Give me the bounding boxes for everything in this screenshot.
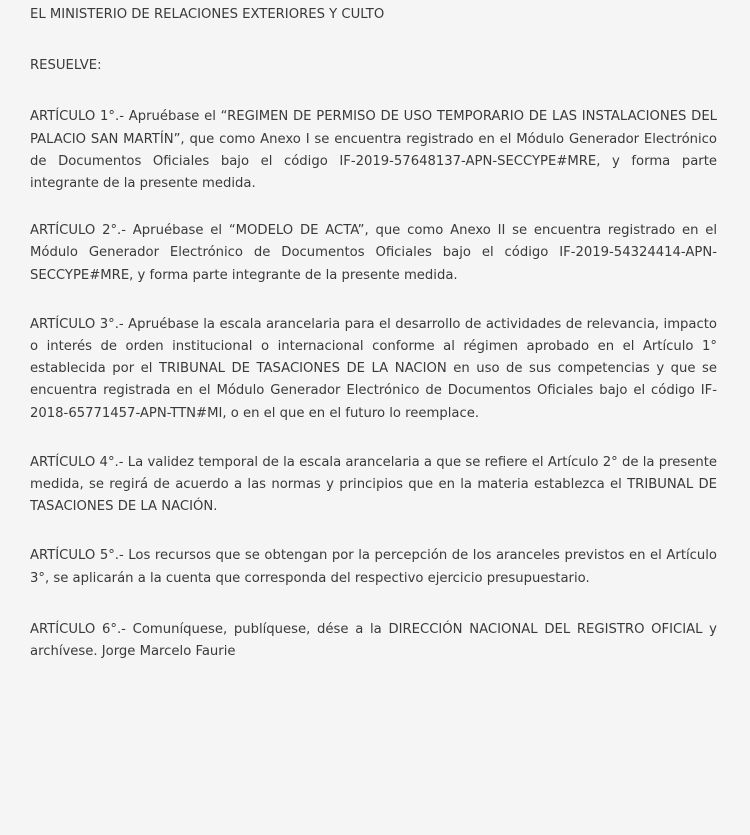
article-2: ARTÍCULO 2°.- Apruébase el “MODELO DE ACTA”, que como Anexo II se encuentra registrado en el Módulo Generador Electrónico de Documentos Oficiales bajo el código IF-2019-54324414-APN-SECCYPE#MRE, y forma parte integrante de la presente medida.: [30, 223, 717, 283]
issuing-authority-heading: EL MINISTERIO DE RELACIONES EXTERIORES Y CULTO: [30, 7, 385, 22]
article-3: ARTÍCULO 3°.- Apruébase la escala arancelaria para el desarrollo de actividades de relevancia, impacto o interés de orden institucional o internacional conforme al régimen aprobado en el Artículo 1° establecida por el TRIBUNAL DE TASACIONES DE LA NACION en uso de sus competencias y que se encuentra registrada en el Módulo Generador Electrónico de Documentos Oficiales bajo el código IF-2018-65771457-APN-TTN#MI, o en el que en el futuro lo reemplace.: [30, 316, 717, 421]
article-5: ARTÍCULO 5°.- Los recursos que se obtengan por la percepción de los aranceles previstos en el Artículo 3°, se aplicarán a la cuenta que corresponda del respectivo ejercicio presupuestario.: [30, 548, 717, 586]
article-1: ARTÍCULO 1°.- Apruébase el “REGIMEN DE PERMISO DE USO TEMPORARIO DE LAS INSTALACIONES DEL PALACIO SAN MARTÍN”, que como Anexo I se encuentra registrado en el Módulo Generador Electrónico de Documentos Oficiales bajo el código IF-2019-57648137-APN-SECCYPE#MRE, y forma parte integrante de la presente medida.: [30, 109, 717, 192]
article-6: ARTÍCULO 6°.- Comuníquese, publíquese, dése a la DIRECCIÓN NACIONAL DEL REGISTRO OFICIAL y archívese. Jorge Marcelo Faurie: [30, 621, 717, 660]
resuelve-label: RESUELVE:: [30, 58, 102, 74]
article-4: ARTÍCULO 4°.- La validez temporal de la escala arancelaria a que se refiere el Artículo 2° de la presente medida, se regirá de acuerdo a las normas y principios que en la materia establezca el TRIBUNAL DE TASACIONES DE LA NACIÓN.: [30, 454, 717, 515]
